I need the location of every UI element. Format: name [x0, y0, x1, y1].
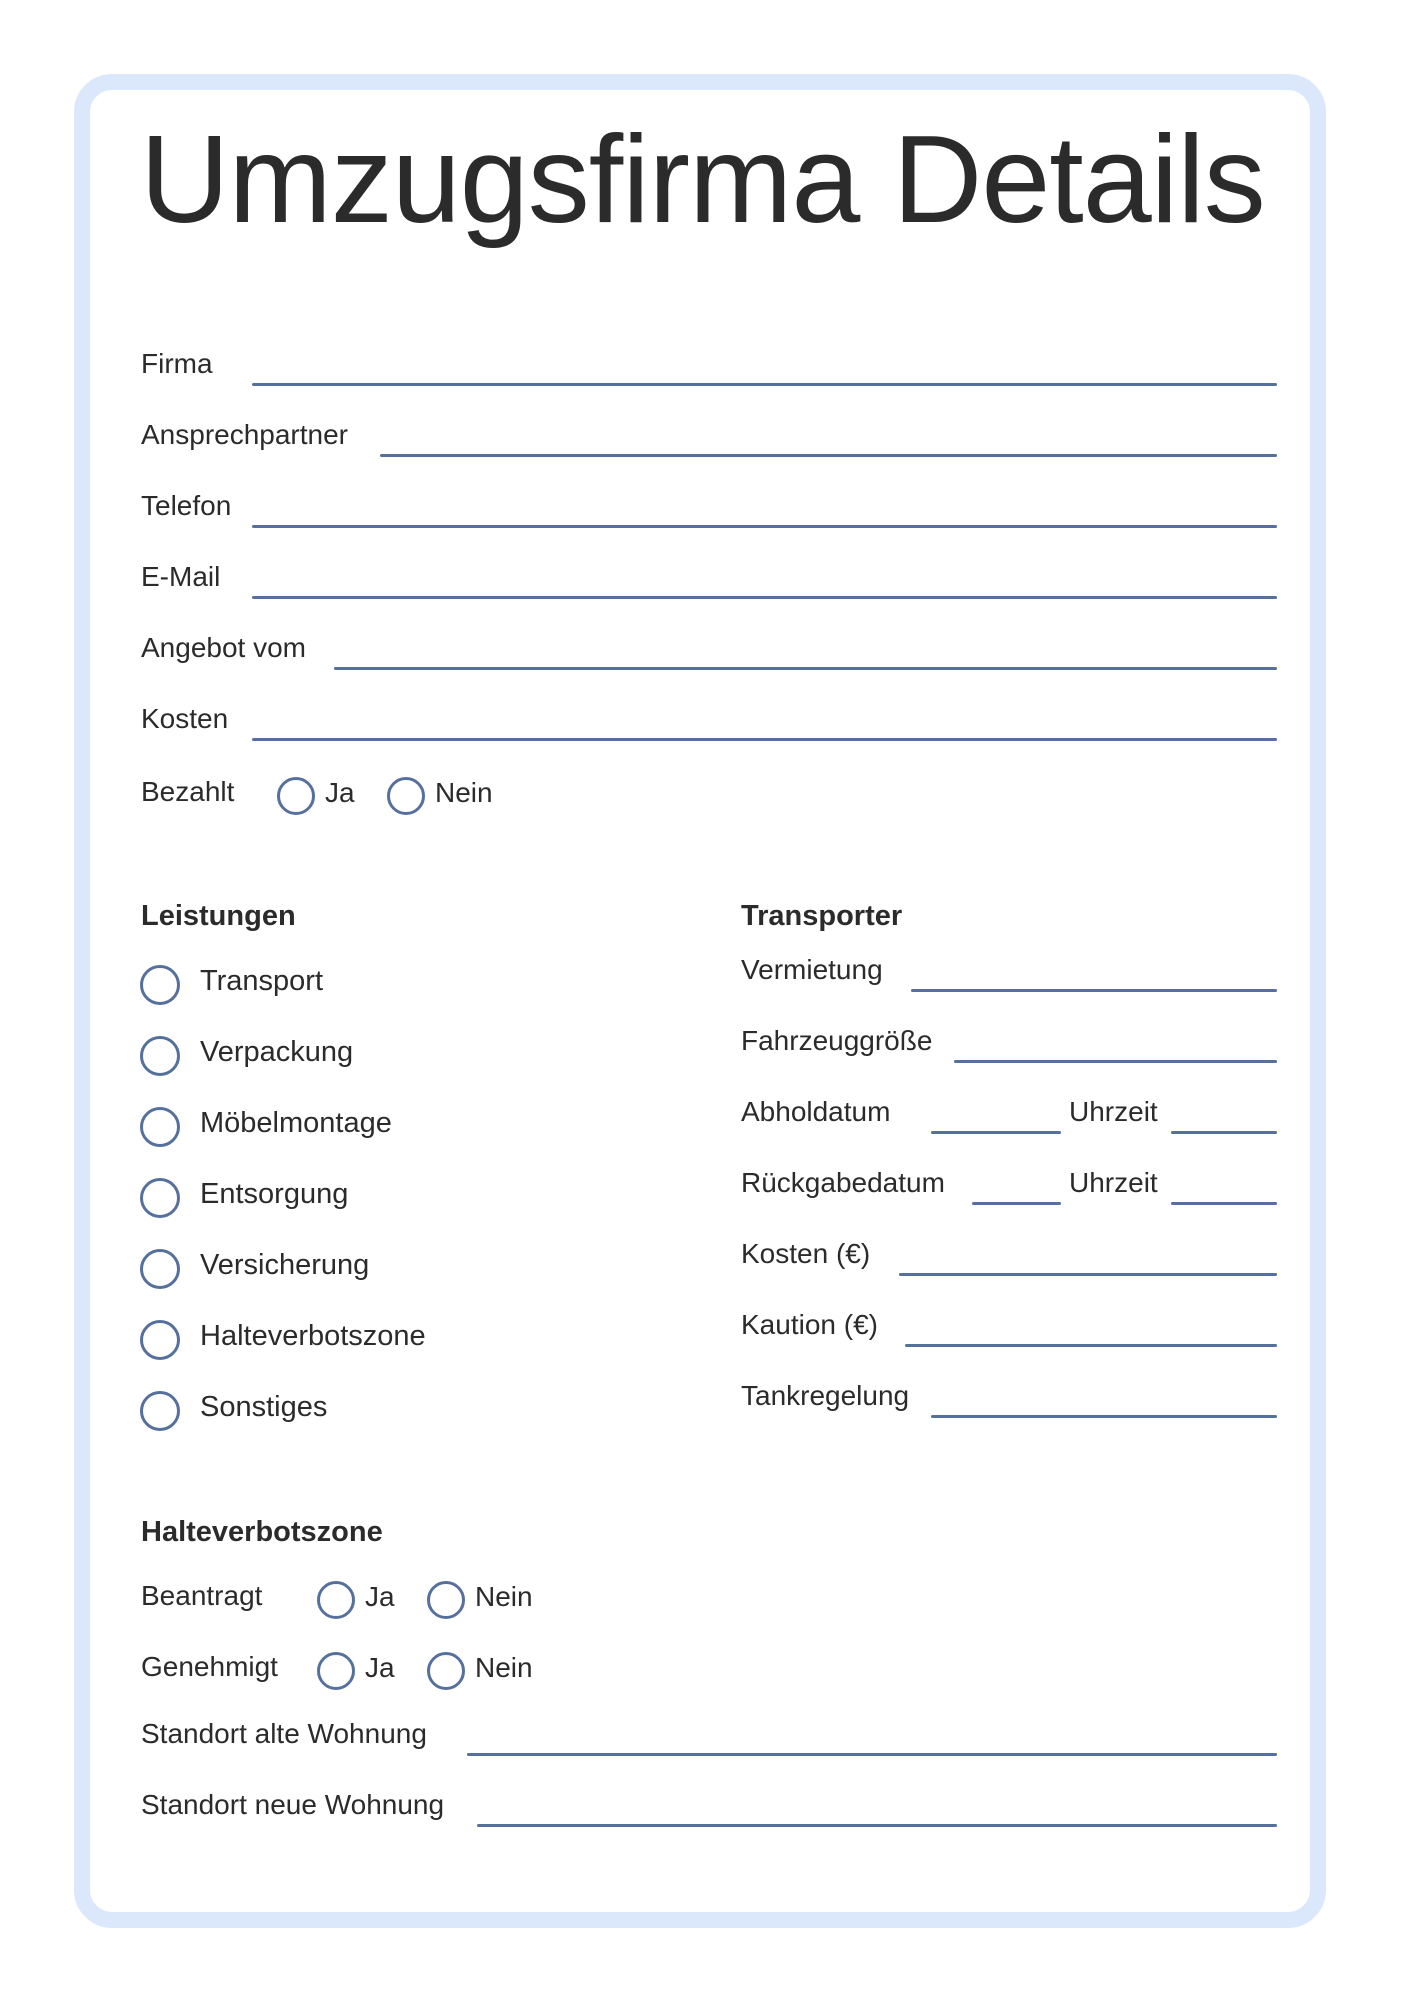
fahrzeuggroesse-label: Fahrzeuggröße: [741, 1025, 933, 1056]
rueckgabedatum-uhrzeit-input-line[interactable]: [1171, 1202, 1277, 1205]
angebot-field: [141, 630, 1277, 670]
standort-alt-input-line[interactable]: [467, 1753, 1277, 1756]
vermietung-input-line[interactable]: [911, 989, 1277, 992]
firma-label: Firma: [141, 348, 213, 379]
email-input-line[interactable]: [252, 596, 1277, 599]
standort-neu-label: Standort neue Wohnung: [141, 1789, 445, 1820]
leistung-sonstiges-label: Sonstiges: [200, 1391, 328, 1423]
beantragt-nein-label: Nein: [475, 1581, 533, 1612]
firma-field: [141, 346, 1277, 386]
bezahlt-nein-radio[interactable]: [387, 777, 425, 815]
transporter-heading: Transporter: [741, 900, 903, 932]
tankregelung-input-line[interactable]: [931, 1415, 1277, 1418]
beantragt-ja-label: Ja: [365, 1581, 395, 1612]
abholdatum-input-line[interactable]: [931, 1131, 1061, 1134]
angebot-input-line[interactable]: [334, 667, 1277, 670]
abholdatum-field: [741, 1094, 1277, 1134]
ansprechpartner-input-line[interactable]: [380, 454, 1277, 457]
leistung-versicherung-checkbox[interactable]: [140, 1249, 180, 1289]
tankregelung-label: Tankregelung: [741, 1380, 910, 1411]
genehmigt-nein-label: Nein: [475, 1652, 533, 1683]
ansprechpartner-label: Ansprechpartner: [141, 419, 349, 450]
leistung-moebelmontage-checkbox[interactable]: [140, 1107, 180, 1147]
leistung-entsorgung-label: Entsorgung: [200, 1178, 349, 1210]
rueckgabedatum-input-line[interactable]: [972, 1202, 1061, 1205]
telefon-label: Telefon: [141, 490, 232, 521]
page-title: Umzugsfirma Details: [140, 111, 1265, 249]
transporter-kosten-label: Kosten (€): [741, 1238, 871, 1269]
transporter-kosten-field: [741, 1236, 1277, 1276]
transporter-kosten-input-line[interactable]: [899, 1273, 1277, 1276]
standort-neu-field: [141, 1787, 1277, 1827]
fahrzeuggroesse-input-line[interactable]: [954, 1060, 1277, 1063]
halteverbotszone-heading: Halteverbotszone: [141, 1516, 383, 1548]
ansprechpartner-field: [141, 417, 1277, 457]
kaution-label: Kaution (€): [741, 1309, 878, 1340]
rueckgabedatum-field: [741, 1165, 1277, 1205]
rueckgabedatum-label: Rückgabedatum: [741, 1167, 945, 1198]
standort-alt-label: Standort alte Wohnung: [141, 1718, 427, 1749]
bezahlt-ja-label: Ja: [325, 777, 355, 808]
leistung-transport-checkbox[interactable]: [140, 965, 180, 1005]
email-field: [141, 559, 1277, 599]
abholdatum-label: Abholdatum: [741, 1096, 891, 1127]
genehmigt-ja-label: Ja: [365, 1652, 395, 1683]
bezahlt-label: Bezahlt: [141, 776, 235, 807]
leistung-moebelmontage-label: Möbelmontage: [200, 1107, 392, 1139]
leistung-entsorgung-checkbox[interactable]: [140, 1178, 180, 1218]
kosten-field: [141, 701, 1277, 741]
email-label: E-Mail: [141, 561, 221, 592]
leistung-versicherung-label: Versicherung: [200, 1249, 370, 1281]
leistungen-heading: Leistungen: [141, 900, 296, 932]
leistung-sonstiges-checkbox[interactable]: [140, 1391, 180, 1431]
leistung-verpackung-checkbox[interactable]: [140, 1036, 180, 1076]
firma-input-line[interactable]: [252, 383, 1277, 386]
kosten-label: Kosten: [141, 703, 229, 734]
kaution-input-line[interactable]: [905, 1344, 1277, 1347]
genehmigt-label: Genehmigt: [141, 1651, 278, 1682]
telefon-field: [141, 488, 1277, 528]
fahrzeuggroesse-field: [741, 1023, 1277, 1063]
telefon-input-line[interactable]: [252, 525, 1277, 528]
kaution-field: [741, 1307, 1277, 1347]
leistung-verpackung-label: Verpackung: [200, 1036, 354, 1068]
tankregelung-field: [741, 1378, 1277, 1418]
leistung-halteverbotszone-checkbox[interactable]: [140, 1320, 180, 1360]
beantragt-label: Beantragt: [141, 1580, 263, 1611]
vermietung-field: [741, 952, 1277, 992]
genehmigt-nein-radio[interactable]: [427, 1652, 465, 1690]
abholdatum-uhrzeit-input-line[interactable]: [1171, 1131, 1277, 1134]
bezahlt-nein-label: Nein: [435, 777, 493, 808]
leistung-halteverbotszone-label: Halteverbotszone: [200, 1320, 426, 1352]
genehmigt-ja-radio[interactable]: [317, 1652, 355, 1690]
beantragt-nein-radio[interactable]: [427, 1581, 465, 1619]
bezahlt-ja-radio[interactable]: [277, 777, 315, 815]
abholdatum-uhrzeit-label: Uhrzeit: [1069, 1096, 1158, 1127]
angebot-label: Angebot vom: [141, 632, 306, 663]
rueckgabedatum-uhrzeit-label: Uhrzeit: [1069, 1167, 1158, 1198]
vermietung-label: Vermietung: [741, 954, 883, 985]
kosten-input-line[interactable]: [252, 738, 1277, 741]
standort-alt-field: [141, 1716, 1277, 1756]
standort-neu-input-line[interactable]: [477, 1824, 1277, 1827]
beantragt-ja-radio[interactable]: [317, 1581, 355, 1619]
leistung-transport-label: Transport: [200, 965, 324, 997]
